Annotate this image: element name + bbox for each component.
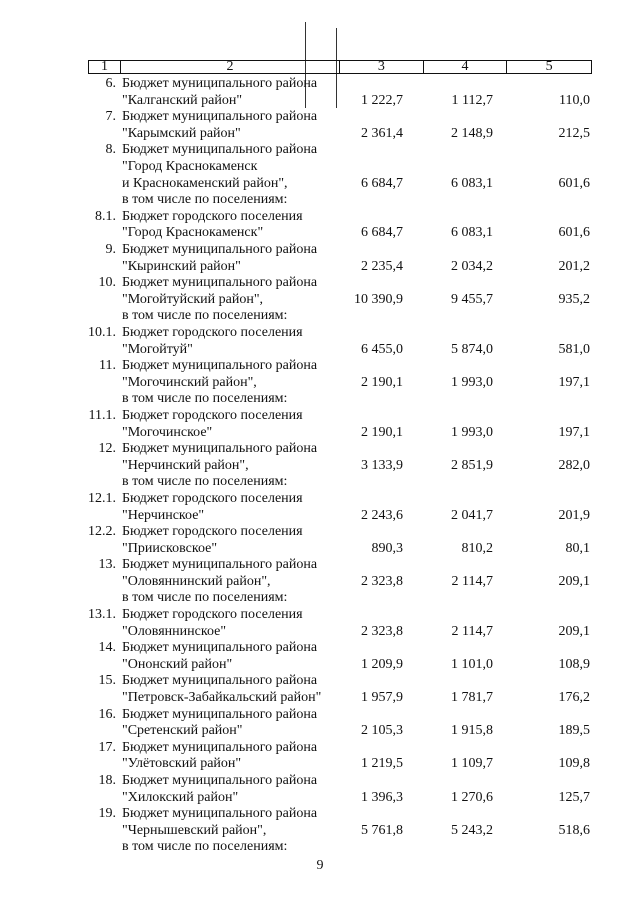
row-value-col-3: 2 323,8: [361, 573, 403, 589]
row-value-col-4: 6 083,1: [451, 175, 493, 191]
row-description-line: "Могочинский район",: [122, 374, 257, 390]
row-description-line: в том числе по поселениям:: [122, 474, 288, 490]
table-row: [0, 491, 640, 524]
row-description-line: "Петровск-Забайкальский район": [122, 690, 322, 706]
row-value-col-3: 2 235,4: [361, 258, 403, 274]
row-description-line: в том числе по поселениям:: [122, 590, 288, 606]
row-description: [122, 524, 342, 557]
row-description-line: "Хилокский район": [122, 789, 239, 805]
row-description: [122, 640, 342, 673]
row-description-line: "Нерчинский район",: [122, 457, 249, 473]
row-value-col-4: 2 114,7: [451, 573, 493, 589]
row-description-line: Бюджет муниципального района: [122, 275, 318, 291]
budget-table-body: [0, 76, 640, 856]
table-row: [0, 441, 640, 491]
table-row: [0, 707, 640, 740]
row-description: [122, 358, 342, 408]
row-value-col-4: 1 112,7: [451, 92, 493, 108]
row-value-col-3: 1 219,5: [361, 756, 403, 772]
row-description: [122, 441, 342, 491]
row-description-line: Бюджет городского поселения: [122, 407, 303, 423]
row-value-col-3: 1 957,9: [361, 690, 403, 706]
table-row: [0, 524, 640, 557]
row-description-line: "Карымский район": [122, 125, 241, 141]
row-description-line: Бюджет муниципального района: [122, 706, 318, 722]
row-description: [122, 673, 342, 706]
table-row: [0, 806, 640, 856]
header-col-5: 5: [545, 59, 553, 74]
row-description-line: Бюджет муниципального района: [122, 241, 318, 257]
row-description-line: "Калганский район": [122, 92, 243, 108]
row-description-line: Бюджет муниципального района: [122, 142, 318, 158]
row-description-line: Бюджет городского поселения: [122, 524, 303, 540]
row-description: [122, 806, 342, 856]
row-description-line: Бюджет городского поселения: [122, 490, 303, 506]
table-row: [0, 773, 640, 806]
table-row: [0, 740, 640, 773]
row-number: 15.: [98, 673, 116, 689]
row-description-line: Бюджет муниципального района: [122, 673, 318, 689]
row-value-col-4: 5 874,0: [451, 341, 493, 357]
row-description: [122, 408, 342, 441]
row-number: 9.: [105, 241, 116, 257]
row-value-col-5: 110,0: [559, 92, 590, 108]
row-value-col-3: 1 396,3: [361, 789, 403, 805]
row-value-col-4: 1 781,7: [451, 690, 493, 706]
row-description-line: "Чернышевский район",: [122, 822, 267, 838]
page-number: 9: [316, 858, 324, 873]
row-number: 10.: [98, 275, 116, 291]
row-number: 6.: [105, 76, 116, 91]
row-value-col-4: 9 455,7: [451, 291, 493, 307]
row-value-col-3: 6 684,7: [361, 175, 403, 191]
table-row: [0, 76, 640, 109]
row-description-line: "Ононский район": [122, 656, 233, 672]
row-value-col-3: 5 761,8: [361, 822, 403, 838]
row-value-col-5: 518,6: [558, 822, 590, 838]
row-description-line: "Кыринский район": [122, 258, 241, 274]
row-value-col-5: 209,1: [558, 623, 590, 639]
row-value-col-3: 2 105,3: [361, 723, 403, 739]
row-description: [122, 557, 342, 607]
row-description-line: "Приисковское": [122, 540, 218, 556]
row-value-col-4: 2 041,7: [451, 507, 493, 523]
row-description-line: Бюджет муниципального района: [122, 773, 318, 789]
row-value-col-4: 6 083,1: [451, 225, 493, 241]
table-row: [0, 109, 640, 142]
row-description-line: Бюджет городского поселения: [122, 607, 303, 623]
row-value-col-3: 2 243,6: [361, 507, 403, 523]
row-value-col-3: 1 222,7: [361, 92, 403, 108]
row-value-col-5: 197,1: [558, 424, 590, 440]
row-value-col-5: 581,0: [558, 341, 590, 357]
row-description-line: Бюджет муниципального района: [122, 557, 318, 573]
header-col-3: 3: [340, 61, 424, 73]
header-col-1: 1: [89, 61, 121, 73]
row-number: 16.: [98, 706, 116, 722]
row-description-line: "Город Краснокаменск: [122, 158, 258, 174]
row-value-col-5: 601,6: [558, 175, 590, 191]
row-description-line: Бюджет городского поселения: [122, 324, 303, 340]
row-value-col-5: 212,5: [558, 125, 590, 141]
row-value-col-3: 1 209,9: [361, 656, 403, 672]
row-value-col-5: 209,1: [558, 573, 590, 589]
row-description-line: Бюджет муниципального района: [122, 109, 318, 125]
row-value-col-4: 5 243,2: [451, 822, 493, 838]
row-number: 11.1.: [88, 407, 116, 423]
table-row: [0, 607, 640, 640]
row-value-col-5: 201,9: [558, 507, 590, 523]
table-row: [0, 209, 640, 242]
header-col-2: 2: [121, 61, 340, 73]
row-value-col-4: 1 993,0: [451, 424, 493, 440]
row-description-line: "Могойтуйский район",: [122, 291, 264, 307]
row-description-line: в том числе по поселениям:: [122, 192, 288, 208]
row-description-line: "Могочинское": [122, 424, 213, 440]
table-row: [0, 275, 640, 325]
row-number: 7.: [105, 109, 116, 125]
row-value-col-3: 890,3: [371, 540, 403, 556]
table-row: [0, 557, 640, 607]
row-description: [122, 325, 342, 358]
row-description-line: в том числе по поселениям:: [122, 308, 288, 324]
row-description-line: "Сретенский район": [122, 723, 243, 739]
header-col-4: 4: [424, 61, 508, 73]
row-number: 8.: [105, 142, 116, 158]
row-description-line: в том числе по поселениям:: [122, 839, 288, 855]
row-value-col-3: 6 684,7: [361, 225, 403, 241]
row-value-col-3: 2 190,1: [361, 424, 403, 440]
row-number: 13.: [98, 557, 116, 573]
row-description: [122, 275, 342, 325]
row-value-col-3: 10 390,9: [354, 291, 403, 307]
row-number: 18.: [98, 773, 116, 789]
row-number: 17.: [98, 739, 116, 755]
row-value-col-5: 109,8: [558, 756, 590, 772]
table-row: [0, 640, 640, 673]
row-description: [122, 740, 342, 773]
row-value-col-3: 6 455,0: [361, 341, 403, 357]
row-description-line: Бюджет муниципального района: [122, 640, 318, 656]
table-row: [0, 358, 640, 408]
row-value-col-4: 2 851,9: [451, 457, 493, 473]
row-description: [122, 707, 342, 740]
row-number: 12.1.: [88, 490, 116, 506]
row-value-col-5: 108,9: [558, 656, 590, 672]
row-description: [122, 109, 342, 142]
row-description-line: Бюджет муниципального района: [122, 806, 318, 822]
table-row: [0, 242, 640, 275]
row-description: [122, 491, 342, 524]
row-value-col-4: 1 270,6: [451, 789, 493, 805]
row-number: 19.: [98, 806, 116, 822]
row-value-col-4: 1 993,0: [451, 374, 493, 390]
row-value-col-5: 197,1: [558, 374, 590, 390]
row-value-col-5: 282,0: [558, 457, 590, 473]
row-description: [122, 773, 342, 806]
row-description-line: Бюджет муниципального района: [122, 739, 318, 755]
row-description-line: "Могойтуй": [122, 341, 193, 357]
row-description-line: Бюджет муниципального района: [122, 441, 318, 457]
row-description-line: "Город Краснокаменск": [122, 225, 264, 241]
row-description-line: Бюджет муниципального района: [122, 358, 318, 374]
table-row: [0, 408, 640, 441]
row-value-col-5: 601,6: [558, 225, 590, 241]
table-row: [0, 325, 640, 358]
row-value-col-3: 2 323,8: [361, 623, 403, 639]
row-value-col-4: 810,2: [461, 540, 493, 556]
row-description-line: Бюджет городского поселения: [122, 208, 303, 224]
row-description-line: "Оловяннинское": [122, 623, 227, 639]
table-row: [0, 673, 640, 706]
row-value-col-3: 2 361,4: [361, 125, 403, 141]
row-value-col-3: 2 190,1: [361, 374, 403, 390]
table-header: [88, 60, 592, 74]
row-number: 12.2.: [88, 524, 116, 540]
row-description-line: "Нерчинское": [122, 507, 205, 523]
row-value-col-5: 935,2: [558, 291, 590, 307]
row-description-line: и Краснокаменский район",: [122, 175, 288, 191]
row-value-col-5: 201,2: [558, 258, 590, 274]
row-description: [122, 209, 342, 242]
row-description-line: "Оловяннинский район",: [122, 573, 271, 589]
row-description-line: Бюджет муниципального района: [122, 76, 318, 91]
row-description-line: "Улётовский район": [122, 756, 242, 772]
row-description: [122, 142, 342, 208]
row-number: 10.1.: [88, 324, 116, 340]
row-description: [122, 607, 342, 640]
row-number: 8.1.: [95, 208, 116, 224]
row-number: 14.: [98, 640, 116, 656]
row-value-col-4: 1 915,8: [451, 723, 493, 739]
row-value-col-5: 189,5: [558, 723, 590, 739]
row-value-col-4: 2 114,7: [451, 623, 493, 639]
row-value-col-5: 125,7: [558, 789, 590, 805]
row-number: 12.: [98, 441, 116, 457]
row-number: 13.1.: [88, 607, 116, 623]
table-row: [0, 142, 640, 208]
row-number: 11.: [99, 358, 116, 374]
row-description: [122, 76, 342, 109]
row-value-col-3: 3 133,9: [361, 457, 403, 473]
row-value-col-4: 1 109,7: [451, 756, 493, 772]
row-description: [122, 242, 342, 275]
row-value-col-4: 1 101,0: [451, 656, 493, 672]
row-value-col-5: 80,1: [565, 540, 590, 556]
row-value-col-5: 176,2: [558, 690, 590, 706]
row-description-line: в том числе по поселениям:: [122, 391, 288, 407]
row-value-col-4: 2 148,9: [451, 125, 493, 141]
row-value-col-4: 2 034,2: [451, 258, 493, 274]
